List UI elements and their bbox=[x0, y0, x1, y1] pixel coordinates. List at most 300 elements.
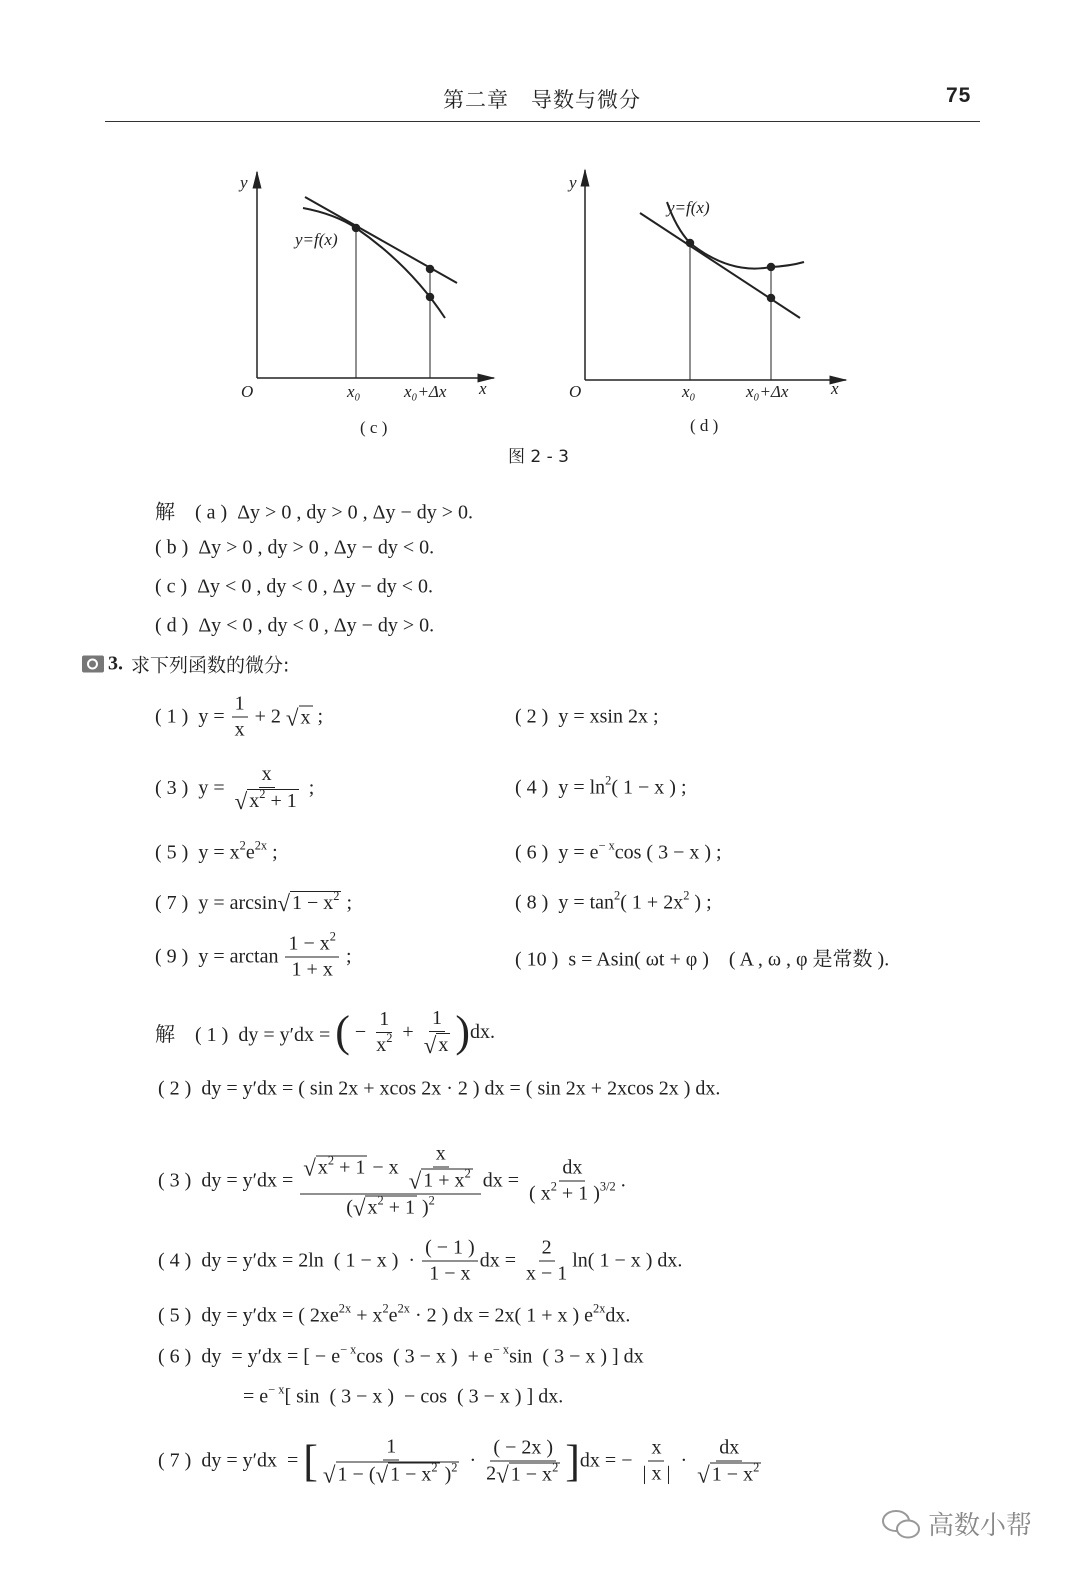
superscript: 2 bbox=[451, 1460, 458, 1475]
math-expression bbox=[390, 1460, 438, 1487]
fraction bbox=[285, 929, 338, 982]
math-text: + 1 bbox=[383, 1196, 415, 1219]
math-text: 1 bbox=[432, 1007, 442, 1029]
numerator bbox=[559, 1157, 585, 1182]
numerator bbox=[539, 1237, 555, 1262]
math-text: ln( 1 − x ) dx. bbox=[572, 1249, 683, 1272]
solution-item bbox=[158, 1143, 626, 1220]
radical-sign: √ bbox=[697, 1462, 710, 1487]
math-text: x bbox=[435, 1142, 446, 1165]
math-text: ( 1 ) y = bbox=[155, 705, 230, 728]
solution-item bbox=[158, 1342, 644, 1369]
solution-item bbox=[158, 1301, 631, 1328]
denominator bbox=[406, 1168, 476, 1193]
math-expression bbox=[408, 1166, 473, 1194]
superscript: 2 bbox=[464, 1166, 471, 1181]
superscript: − x bbox=[598, 838, 615, 853]
math-text: ( 7 ) dy = y′dx = bbox=[158, 1449, 304, 1472]
radical-sign: √ bbox=[277, 891, 290, 916]
panel-d bbox=[585, 170, 846, 380]
solution-item bbox=[158, 1237, 682, 1286]
tangent-line bbox=[640, 213, 800, 318]
square-root bbox=[697, 1462, 761, 1486]
math-text: ( 4 ) dy = y′dx = 2ln ( 1 − x ) · bbox=[158, 1249, 421, 1272]
math-text: + 1 ) bbox=[556, 1182, 600, 1205]
math-expression bbox=[510, 1460, 559, 1486]
solution-item bbox=[158, 1078, 720, 1101]
radicand bbox=[290, 891, 341, 915]
math-expression bbox=[291, 889, 340, 915]
math-text: ; bbox=[303, 776, 315, 799]
panel-c bbox=[257, 172, 494, 378]
radicand bbox=[316, 1153, 367, 1180]
question-marker-icon bbox=[82, 656, 104, 673]
denominator bbox=[289, 958, 336, 982]
superscript: 2 bbox=[386, 1030, 393, 1045]
radical-sign: √ bbox=[234, 789, 248, 814]
math-expression bbox=[158, 1436, 766, 1487]
math-text: x bbox=[376, 1033, 387, 1056]
math-text: ( 4 ) y = ln bbox=[515, 776, 606, 799]
math-expression bbox=[158, 1301, 631, 1328]
math-text: 1 − x bbox=[390, 1463, 432, 1486]
math-expression bbox=[155, 891, 352, 915]
figure-title: 图 2 - 3 bbox=[508, 447, 569, 467]
caption-d: ( d ) bbox=[690, 416, 719, 435]
label-origin: O bbox=[569, 382, 582, 401]
wechat-icon bbox=[880, 1507, 922, 1541]
square-root bbox=[496, 1462, 560, 1486]
answer-line: ( d ) Δy < 0 , dy < 0 , Δy − dy > 0. bbox=[155, 614, 435, 637]
math-expression bbox=[249, 787, 297, 813]
math-text: ; bbox=[312, 705, 324, 728]
radicand bbox=[710, 1462, 761, 1486]
math-expression bbox=[292, 959, 333, 982]
math-text: cos ( 3 − x ) ; bbox=[614, 841, 722, 864]
math-text: ) bbox=[439, 1463, 452, 1485]
math-expression bbox=[436, 1143, 446, 1166]
math-text: ; bbox=[340, 945, 352, 968]
math-text: ( − 1 ) bbox=[425, 1236, 475, 1259]
math-text: ( − 2x ) bbox=[493, 1436, 554, 1458]
radicand bbox=[421, 1166, 472, 1193]
problem-item bbox=[515, 706, 659, 729]
math-expression bbox=[529, 1179, 616, 1206]
superscript: 2 bbox=[382, 1301, 389, 1316]
fraction bbox=[232, 693, 248, 742]
denominator bbox=[426, 1262, 473, 1286]
math-expression bbox=[367, 1193, 415, 1220]
superscript: 2 bbox=[428, 1193, 435, 1208]
problem-item bbox=[515, 838, 722, 865]
fraction bbox=[406, 1143, 476, 1193]
numerator bbox=[433, 1143, 449, 1168]
denominator bbox=[232, 718, 248, 742]
point bbox=[768, 264, 775, 271]
math-text: dx. bbox=[469, 1020, 495, 1043]
point bbox=[687, 240, 694, 247]
solution-item bbox=[155, 1007, 495, 1057]
solution-item bbox=[158, 1436, 766, 1487]
problem-item bbox=[155, 929, 352, 982]
denominator bbox=[694, 1461, 764, 1486]
math-expression bbox=[155, 693, 323, 742]
fraction bbox=[639, 1437, 673, 1486]
math-expression bbox=[424, 1033, 451, 1057]
math-text: 1 bbox=[379, 1007, 390, 1030]
superscript: 2 bbox=[683, 888, 690, 903]
watermark bbox=[880, 1505, 1032, 1542]
math-expression bbox=[432, 1007, 442, 1030]
math-expression bbox=[337, 1460, 458, 1488]
math-text: 1 bbox=[386, 1435, 397, 1458]
superscript: 2x bbox=[254, 838, 268, 853]
superscript: 2 bbox=[605, 773, 612, 788]
label-x0dx: x₀+Δx bbox=[746, 382, 789, 401]
math-text: x bbox=[234, 718, 245, 741]
math-expression bbox=[515, 706, 659, 729]
square-root bbox=[352, 1193, 417, 1221]
math-text: ( 10 ) s = Asin( ωt + φ ) ( A , ω , φ 是常数 ). bbox=[515, 948, 890, 971]
math-text: ( 1 − x ) ; bbox=[611, 776, 687, 799]
math-text: 1 − x bbox=[711, 1463, 754, 1485]
math-expression bbox=[235, 719, 245, 742]
math-text: x bbox=[438, 1034, 449, 1056]
math-text: x − 1 bbox=[525, 1262, 568, 1285]
figure-2-3 bbox=[0, 0, 1080, 480]
math-text: x bbox=[651, 1436, 662, 1459]
superscript: 2x bbox=[338, 1301, 352, 1316]
superscript: 2 bbox=[327, 1153, 335, 1168]
math-expression bbox=[235, 693, 245, 716]
label-x: x bbox=[479, 379, 487, 398]
point bbox=[427, 294, 434, 301]
math-expression bbox=[158, 1143, 626, 1220]
numerator bbox=[490, 1436, 556, 1461]
superscript: 3/2 bbox=[599, 1179, 616, 1194]
numerator bbox=[232, 693, 248, 718]
math-text: − bbox=[349, 1020, 372, 1043]
radicand bbox=[365, 1193, 416, 1220]
problem-item bbox=[515, 773, 687, 800]
label-x0dx: x₀+Δx bbox=[404, 382, 447, 401]
fraction bbox=[523, 1237, 570, 1286]
curve bbox=[303, 208, 445, 318]
math-text: + 1 bbox=[334, 1156, 366, 1179]
superscript: 2x bbox=[593, 1301, 606, 1316]
math-expression bbox=[386, 1436, 396, 1459]
radical-sign: √ bbox=[352, 1195, 366, 1221]
math-text: ( 5 ) y = x bbox=[155, 841, 240, 864]
label-x0: x₀ bbox=[347, 382, 361, 401]
problem-item bbox=[155, 763, 314, 813]
radical-sign: √ bbox=[375, 1462, 389, 1488]
math-expression bbox=[526, 1263, 567, 1286]
math-expression bbox=[155, 763, 314, 813]
math-expression bbox=[515, 773, 687, 800]
fraction bbox=[300, 1143, 481, 1220]
math-text: ; bbox=[341, 891, 353, 914]
radicand bbox=[247, 789, 298, 813]
denominator bbox=[232, 788, 302, 813]
math-text: + 1 bbox=[265, 790, 297, 812]
point bbox=[768, 295, 775, 302]
watermark-text: 高数小帮 bbox=[928, 1511, 1033, 1541]
denominator bbox=[373, 1030, 395, 1057]
superscript: 2 bbox=[753, 1460, 760, 1475]
math-expression bbox=[562, 1157, 582, 1180]
math-text: + bbox=[397, 1020, 419, 1043]
square-root bbox=[235, 789, 299, 813]
math-text: ; bbox=[267, 841, 278, 864]
math-expression bbox=[493, 1436, 553, 1459]
radical-sign: √ bbox=[496, 1462, 509, 1487]
math-text: = e bbox=[243, 1385, 269, 1408]
denominator bbox=[483, 1461, 563, 1486]
superscript: 2 bbox=[614, 888, 621, 903]
denominator bbox=[343, 1195, 438, 1220]
square-root bbox=[277, 891, 341, 915]
math-expression bbox=[262, 763, 272, 786]
math-text: 1 − ( bbox=[337, 1463, 376, 1485]
math-text: ( 3 ) y = bbox=[155, 776, 230, 799]
math-text: · bbox=[464, 1449, 482, 1472]
math-expression bbox=[158, 1342, 644, 1369]
math-expression bbox=[697, 1462, 761, 1486]
math-text: x bbox=[317, 1156, 328, 1179]
solution-item bbox=[243, 1382, 564, 1409]
fraction bbox=[232, 763, 302, 813]
math-expression bbox=[379, 1008, 389, 1031]
math-text: e bbox=[388, 1304, 398, 1327]
math-text: ) bbox=[416, 1196, 429, 1218]
math-text: x bbox=[367, 1196, 378, 1219]
math-text: dx bbox=[719, 1436, 740, 1458]
answer-line: 解 ( a ) Δy > 0 , dy > 0 , Δy − dy > 0. bbox=[155, 501, 474, 524]
numerator bbox=[300, 1143, 481, 1195]
radicand bbox=[509, 1462, 560, 1486]
math-text: 1 + x bbox=[291, 958, 333, 981]
math-text: + 2 bbox=[249, 705, 286, 728]
math-text: dx bbox=[562, 1156, 583, 1179]
superscript: 2 bbox=[550, 1179, 557, 1194]
radical-sign: √ bbox=[423, 1033, 437, 1058]
superscript: 2 bbox=[239, 838, 246, 853]
numerator bbox=[376, 1008, 392, 1033]
fraction bbox=[694, 1436, 764, 1486]
square-root bbox=[375, 1460, 440, 1488]
math-text: ( 8 ) y = tan bbox=[515, 891, 615, 914]
numerator bbox=[259, 763, 275, 788]
denominator bbox=[320, 1461, 463, 1487]
radicand bbox=[336, 1462, 460, 1487]
question-heading bbox=[82, 651, 289, 678]
math-text: 1 − x bbox=[288, 932, 330, 955]
numerator bbox=[648, 1437, 664, 1462]
superscript: 2 bbox=[333, 889, 340, 904]
radical-sign: √ bbox=[303, 1155, 316, 1181]
question-text: 求下列函数的微分: bbox=[131, 654, 290, 677]
math-expression bbox=[515, 888, 712, 915]
fraction bbox=[483, 1436, 563, 1486]
fraction bbox=[421, 1007, 454, 1057]
math-expression bbox=[155, 929, 352, 982]
math-text: ( x bbox=[529, 1182, 551, 1205]
label-origin: O bbox=[241, 382, 254, 401]
superscript: − x bbox=[268, 1382, 285, 1397]
superscript: − x bbox=[340, 1342, 357, 1357]
math-text: 1 − x bbox=[291, 892, 334, 914]
math-text: 1 + x bbox=[423, 1169, 465, 1192]
math-text: sin ( 3 − x ) ] dx bbox=[509, 1345, 644, 1368]
radicand bbox=[388, 1460, 439, 1487]
math-expression bbox=[515, 838, 722, 865]
problem-item bbox=[515, 888, 712, 915]
point bbox=[353, 225, 360, 232]
math-text: 2 bbox=[486, 1462, 497, 1485]
problem-item bbox=[155, 838, 278, 865]
math-text: + x bbox=[351, 1304, 383, 1327]
math-expression bbox=[235, 789, 299, 813]
bracket: ] bbox=[565, 1436, 580, 1485]
math-expression bbox=[346, 1193, 435, 1221]
label-y: y bbox=[240, 173, 248, 192]
numerator bbox=[383, 1436, 399, 1461]
answer-line: ( c ) Δy < 0 , dy < 0 , Δy − dy < 0. bbox=[155, 575, 434, 598]
numerator bbox=[422, 1237, 478, 1262]
math-text: x bbox=[300, 706, 311, 728]
math-text: x bbox=[261, 763, 272, 785]
denominator bbox=[523, 1262, 570, 1286]
square-root bbox=[408, 1166, 473, 1194]
superscript: 2 bbox=[431, 1460, 438, 1475]
math-text: · bbox=[675, 1449, 693, 1472]
problem-item bbox=[515, 943, 889, 972]
math-expression bbox=[642, 1463, 670, 1486]
math-expression bbox=[158, 1237, 682, 1286]
bracket: [ bbox=[303, 1436, 318, 1485]
math-text: 解 ( 1 ) dy = y′dx = bbox=[155, 1023, 336, 1046]
math-text: ( 3 ) dy = y′dx = bbox=[158, 1169, 299, 1192]
superscript: 2 bbox=[329, 929, 336, 944]
math-expression bbox=[158, 1078, 720, 1101]
math-text: − x bbox=[367, 1156, 404, 1178]
numerator bbox=[285, 929, 338, 958]
superscript: 2 bbox=[259, 787, 266, 802]
fraction bbox=[320, 1436, 463, 1487]
math-text: 1 bbox=[234, 692, 245, 715]
math-expression bbox=[301, 706, 311, 729]
math-text: ( bbox=[346, 1196, 353, 1218]
point bbox=[427, 266, 434, 273]
math-text: . bbox=[620, 1169, 626, 1192]
math-expression bbox=[438, 1034, 448, 1057]
math-expression bbox=[376, 1030, 393, 1057]
math-text: dx = bbox=[482, 1169, 525, 1192]
math-expression bbox=[303, 1143, 478, 1193]
radical-sign: √ bbox=[285, 705, 299, 730]
radical-sign: √ bbox=[322, 1462, 336, 1488]
bracket: ) bbox=[455, 1007, 470, 1056]
square-root bbox=[286, 705, 313, 729]
math-expression bbox=[323, 1462, 460, 1487]
math-text: · 2 ) dx = 2x( 1 + x ) e bbox=[409, 1304, 594, 1327]
denominator bbox=[421, 1032, 454, 1057]
math-expression bbox=[719, 1436, 739, 1459]
problem-item bbox=[155, 693, 323, 742]
page-number: 75 bbox=[946, 84, 972, 107]
radicand bbox=[299, 705, 313, 729]
math-expression bbox=[288, 929, 336, 956]
math-text: ( 2 ) y = xsin 2x ; bbox=[515, 705, 659, 728]
math-text: ) ; bbox=[689, 891, 712, 914]
answer-line: ( b ) Δy > 0 , dy > 0 , Δy − dy < 0. bbox=[155, 536, 435, 559]
math-text: dx = bbox=[479, 1249, 521, 1272]
math-text: dx. bbox=[605, 1304, 631, 1327]
math-text: 1 − x bbox=[510, 1463, 553, 1485]
numerator bbox=[429, 1007, 445, 1032]
math-expression bbox=[155, 1007, 495, 1057]
math-text: 1 − x bbox=[429, 1262, 471, 1285]
label-x: x bbox=[831, 379, 839, 398]
math-expression bbox=[243, 1382, 564, 1409]
math-expression bbox=[155, 838, 278, 865]
math-expression bbox=[425, 1237, 475, 1260]
math-text: ( 9 ) y = arctan bbox=[155, 945, 284, 968]
math-text: [ sin ( 3 − x ) − cos ( 3 − x ) ] dx. bbox=[284, 1385, 564, 1408]
math-expression bbox=[423, 1166, 471, 1193]
math-expression bbox=[429, 1263, 470, 1286]
square-root bbox=[323, 1462, 460, 1487]
math-expression bbox=[486, 1462, 560, 1486]
math-text: dx = − bbox=[579, 1449, 638, 1472]
math-text: x bbox=[249, 790, 260, 812]
math-text: ( 6 ) y = e bbox=[515, 841, 599, 864]
denominator bbox=[639, 1462, 673, 1486]
radical-sign: √ bbox=[408, 1168, 422, 1194]
superscript: 2 bbox=[552, 1460, 559, 1475]
square-root bbox=[303, 1153, 367, 1181]
math-text: cos ( 3 − x ) + e bbox=[356, 1345, 493, 1368]
problem-item bbox=[155, 891, 352, 915]
math-text: | x | bbox=[642, 1462, 671, 1485]
math-text: 2 bbox=[541, 1236, 552, 1259]
math-text: ( 6 ) dy = y′dx = [ − e bbox=[158, 1345, 341, 1368]
math-text: ( 7 ) y = arcsin bbox=[155, 891, 278, 914]
superscript: 2x bbox=[397, 1301, 410, 1316]
fraction bbox=[422, 1237, 478, 1286]
label-y: y bbox=[569, 173, 577, 192]
fraction bbox=[526, 1157, 619, 1206]
math-text: ( 2 ) dy = y′dx = ( sin 2x + xcos 2x · 2 ) dx = ( sin 2x + 2xcos 2x ) dx. bbox=[158, 1077, 721, 1100]
math-expression bbox=[651, 1437, 661, 1460]
numerator bbox=[716, 1436, 742, 1461]
caption-c: ( c ) bbox=[360, 418, 388, 437]
chapter-title: 第二章 导数与微分 bbox=[443, 88, 641, 112]
math-expression bbox=[542, 1237, 552, 1260]
superscript: 2 bbox=[377, 1193, 384, 1208]
question-number: 3. bbox=[108, 652, 123, 675]
math-text: e bbox=[245, 841, 255, 864]
label-curve: y=f(x) bbox=[667, 198, 710, 217]
superscript: − x bbox=[492, 1342, 510, 1357]
radicand bbox=[436, 1033, 450, 1057]
label-x0: x₀ bbox=[682, 382, 696, 401]
math-expression bbox=[515, 943, 889, 972]
square-root bbox=[424, 1033, 451, 1057]
math-expression bbox=[711, 1460, 760, 1486]
bracket: ( bbox=[335, 1007, 350, 1056]
